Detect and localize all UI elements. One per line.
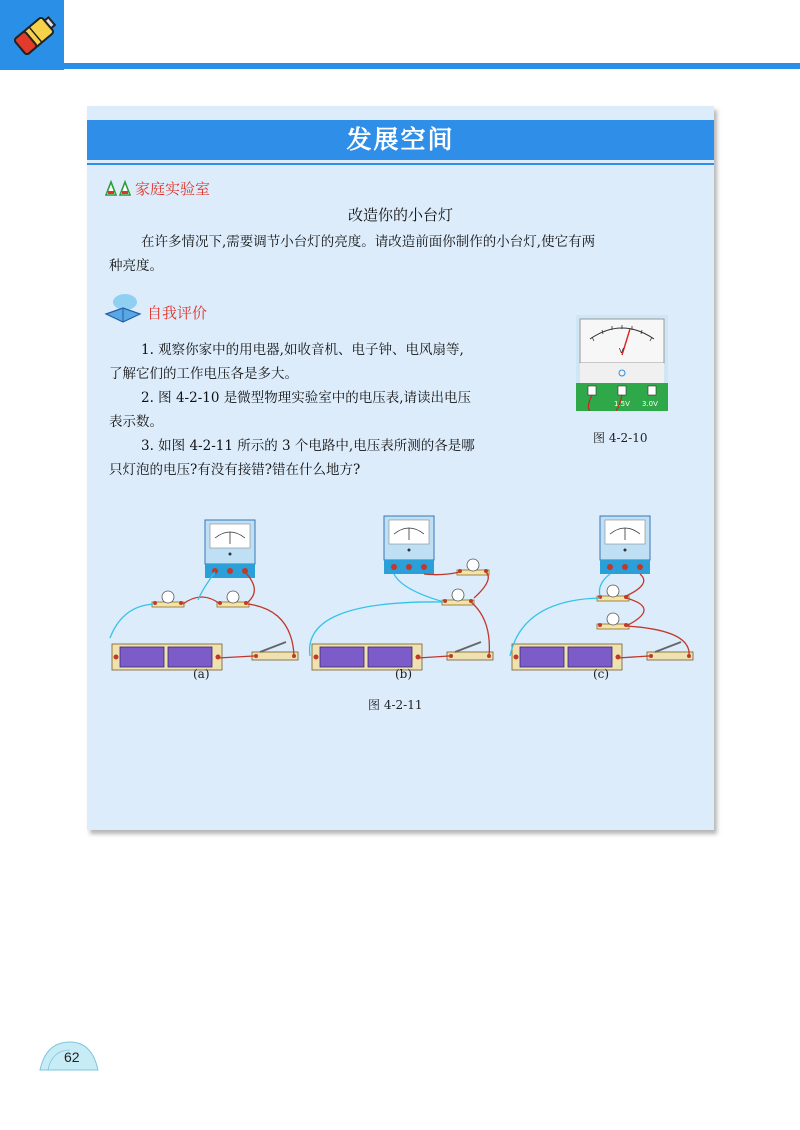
circuit-a <box>110 520 298 670</box>
top-band <box>0 0 800 72</box>
corner-box <box>0 0 64 70</box>
self-eval-line: 只灯泡的电压?有没有接错?错在什么地方? <box>109 462 361 478</box>
circuit-c-label: (c) <box>593 667 610 681</box>
panel-title: 发展空间 <box>346 125 455 154</box>
figure-4-2-10-caption: 图 4-2-10 <box>593 431 648 445</box>
book-icon <box>103 292 143 324</box>
top-stripe <box>62 63 800 69</box>
circuit-figure <box>102 510 702 680</box>
figure-4-2-11-caption: 图 4-2-11 <box>368 698 423 712</box>
circuit-b <box>310 516 493 670</box>
self-eval-line: 表示数。 <box>109 414 163 430</box>
battery-icon <box>6 8 62 64</box>
circuit-b-label: (b) <box>395 667 413 681</box>
circuit-c <box>510 516 693 670</box>
self-eval-line: 1. 观察你家中的用电器,如收音机、电子钟、电风扇等, <box>141 342 464 358</box>
svg-text:V: V <box>619 347 624 355</box>
self-eval-label: 自我评价 <box>147 304 208 322</box>
self-eval-line: 3. 如图 4-2-11 所示的 3 个电路中,电压表所测的各是哪 <box>141 438 475 454</box>
page-number: 62 <box>64 1049 80 1065</box>
terminal-label-3-0v: 3.0V <box>642 400 658 408</box>
terminal-label-1-5v: 1.5V <box>614 400 630 408</box>
self-eval-line: 2. 图 4-2-10 是微型物理实验室中的电压表,请读出电压 <box>141 390 472 406</box>
development-panel <box>87 106 714 830</box>
flask-icon <box>103 179 135 197</box>
panel-header-line <box>87 163 714 165</box>
home-lab-text-line2: 种亮度。 <box>109 258 163 274</box>
home-lab-title: 改造你的小台灯 <box>347 206 453 224</box>
voltmeter-photo <box>576 315 668 411</box>
circuit-a-label: (a) <box>193 667 210 681</box>
self-eval-line: 了解它们的工作电压各是多大。 <box>109 366 298 382</box>
home-lab-label: 家庭实验室 <box>135 180 211 198</box>
home-lab-text-line1: 在许多情况下,需要调节小台灯的亮度。请改造前面你制作的小台灯,使它有两 <box>141 234 596 250</box>
